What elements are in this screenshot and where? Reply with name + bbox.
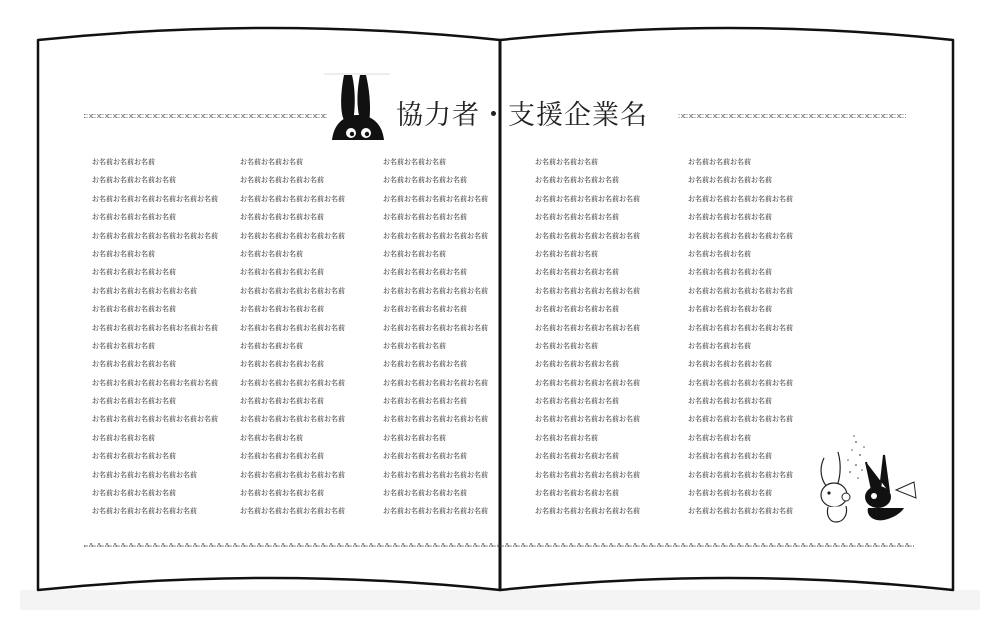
name-entry: お名前お名前お名前お名前お名前お名前 — [92, 194, 218, 203]
name-entry: お名前お名前お名前お名前お名前 — [688, 378, 793, 387]
name-entry: お名前お名前お名前 — [688, 249, 751, 258]
name-entry: お名前お名前お名前お名前お名前 — [688, 286, 793, 295]
name-entry: お名前お名前お名前お名前お名前 — [535, 507, 640, 516]
name-entry: お名前お名前お名前 — [535, 158, 598, 166]
name-entry: お名前お名前お名前お名前 — [688, 213, 772, 222]
name-entry: お名前お名前お名前お名前 — [92, 452, 176, 461]
name-entry: お名前お名前お名前 — [535, 249, 598, 258]
name-entry: お名前お名前お名前お名前お名前 — [383, 323, 488, 332]
name-entry: お名前お名前お名前お名前 — [383, 213, 467, 222]
name-column-1 — [92, 153, 242, 521]
name-entry: お名前お名前お名前お名前お名前 — [535, 231, 640, 240]
name-entry: お名前お名前お名前お名前お名前 — [240, 415, 345, 424]
name-entry: お名前お名前お名前お名前 — [535, 305, 619, 314]
name-entry: お名前お名前お名前 — [383, 341, 446, 350]
name-entry: お名前お名前お名前お名前お名前お名前 — [92, 378, 218, 387]
name-entry: お名前お名前お名前お名前 — [535, 176, 619, 185]
name-entry: お名前お名前お名前 — [383, 158, 446, 166]
name-entry: お名前お名前お名前お名前 — [535, 452, 619, 461]
name-entry: お名前お名前お名前お名前お名前お名前 — [92, 415, 218, 424]
name-entry: お名前お名前お名前お名前お名前お名前 — [92, 323, 218, 332]
name-entry: お名前お名前お名前お名前 — [92, 360, 176, 369]
name-entry: お名前お名前お名前お名前お名前 — [688, 415, 793, 424]
name-entry: お名前お名前お名前お名前お名前 — [240, 323, 345, 332]
name-entry: お名前お名前お名前お名前お名前 — [535, 194, 640, 203]
name-entry: お名前お名前お名前お名前 — [240, 452, 324, 461]
name-entry: お名前お名前お名前お名前 — [240, 305, 324, 314]
name-entry: お名前お名前お名前お名前 — [92, 213, 176, 222]
page-title: 協力者・支援企業名 — [396, 100, 648, 131]
name-entry: お名前お名前お名前お名前 — [383, 452, 467, 461]
name-entry: お名前お名前お名前お名前 — [383, 360, 467, 369]
name-entry: お名前お名前お名前 — [240, 158, 303, 166]
name-entry: お名前お名前お名前お名前お名前 — [535, 415, 640, 424]
name-entry: お名前お名前お名前 — [688, 158, 751, 166]
top-left-rule — [84, 114, 327, 118]
name-entry: お名前お名前お名前お名前お名前 — [240, 470, 345, 479]
name-entry: お名前お名前お名前お名前お名前 — [92, 286, 197, 295]
name-entry: お名前お名前お名前お名前お名前 — [383, 194, 488, 203]
name-entry: お名前お名前お名前お名前お名前 — [688, 507, 793, 516]
name-entry: お名前お名前お名前 — [688, 433, 751, 442]
name-entry: お名前お名前お名前お名前お名前 — [535, 470, 640, 479]
name-entry: お名前お名前お名前お名前 — [92, 489, 176, 498]
name-entry: お名前お名前お名前お名前 — [383, 176, 467, 185]
name-column-2 — [240, 153, 390, 521]
name-entry: お名前お名前お名前お名前お名前 — [240, 286, 345, 295]
name-entry: お名前お名前お名前お名前 — [688, 305, 772, 314]
name-entry: お名前お名前お名前 — [92, 249, 155, 258]
name-entry: お名前お名前お名前お名前 — [535, 213, 619, 222]
name-entry: お名前お名前お名前お名前 — [535, 360, 619, 369]
name-entry: お名前お名前お名前 — [240, 341, 303, 350]
name-entry: お名前お名前お名前お名前お名前 — [92, 470, 197, 479]
name-entry: お名前お名前お名前お名前お名前 — [383, 415, 488, 424]
name-entry: お名前お名前お名前お名前お名前 — [240, 378, 345, 387]
name-entry: お名前お名前お名前 — [92, 341, 155, 350]
name-entry: お名前お名前お名前お名前お名前お名前 — [92, 231, 218, 240]
name-entry: お名前お名前お名前お名前 — [688, 360, 772, 369]
name-entry: お名前お名前お名前お名前 — [688, 397, 772, 406]
name-entry: お名前お名前お名前お名前 — [383, 305, 467, 314]
name-entry: お名前お名前お名前お名前お名前 — [535, 323, 640, 332]
name-entry: お名前お名前お名前お名前 — [92, 397, 176, 406]
name-entry: お名前お名前お名前お名前お名前 — [383, 507, 488, 516]
name-entry: お名前お名前お名前お名前 — [688, 268, 772, 277]
name-entry: お名前お名前お名前 — [535, 341, 598, 350]
name-entry: お名前お名前お名前お名前お名前 — [240, 194, 345, 203]
bottom-rule — [84, 543, 914, 547]
name-entry: お名前お名前お名前お名前お名前 — [240, 507, 345, 516]
name-entry: お名前お名前お名前お名前 — [92, 268, 176, 277]
name-entry: お名前お名前お名前お名前お名前 — [92, 507, 197, 516]
name-entry: お名前お名前お名前お名前 — [688, 176, 772, 185]
name-entry: お名前お名前お名前 — [92, 433, 155, 442]
name-column-3 — [383, 153, 533, 521]
name-entry: お名前お名前お名前お名前 — [535, 489, 619, 498]
name-entry: お名前お名前お名前お名前お名前 — [535, 378, 640, 387]
name-entry: お名前お名前お名前お名前 — [383, 397, 467, 406]
name-entry: お名前お名前お名前お名前お名前 — [688, 470, 793, 479]
name-entry: お名前お名前お名前 — [92, 158, 155, 166]
name-entry: お名前お名前お名前お名前 — [92, 305, 176, 314]
top-right-rule — [678, 114, 906, 118]
name-entry: お名前お名前お名前お名前 — [383, 268, 467, 277]
name-entry: お名前お名前お名前お名前お名前 — [535, 286, 640, 295]
name-entry: お名前お名前お名前お名前 — [688, 489, 772, 498]
name-entry: お名前お名前お名前お名前お名前 — [688, 231, 793, 240]
name-entry: お名前お名前お名前お名前 — [535, 268, 619, 277]
name-entry: お名前お名前お名前 — [240, 249, 303, 258]
name-entry: お名前お名前お名前お名前 — [240, 360, 324, 369]
name-entry: お名前お名前お名前お名前 — [535, 397, 619, 406]
name-entry: お名前お名前お名前お名前お名前 — [383, 286, 488, 295]
name-column-4 — [535, 153, 685, 521]
name-entry: お名前お名前お名前お名前 — [240, 176, 324, 185]
name-entry: お名前お名前お名前 — [383, 249, 446, 258]
name-entry: お名前お名前お名前お名前お名前 — [383, 231, 488, 240]
name-entry: お名前お名前お名前お名前お名前 — [383, 378, 488, 387]
name-entry: お名前お名前お名前お名前 — [240, 397, 324, 406]
name-entry: お名前お名前お名前 — [383, 433, 446, 442]
name-entry: お名前お名前お名前お名前 — [240, 213, 324, 222]
name-entry: お名前お名前お名前 — [535, 433, 598, 442]
name-entry: お名前お名前お名前お名前 — [688, 452, 772, 461]
name-entry: お名前お名前お名前お名前お名前 — [688, 323, 793, 332]
name-column-5 — [688, 153, 838, 521]
name-entry: お名前お名前お名前お名前 — [383, 489, 467, 498]
name-entry: お名前お名前お名前 — [688, 341, 751, 350]
name-entry: お名前お名前お名前お名前お名前 — [240, 231, 345, 240]
name-entry: お名前お名前お名前 — [240, 433, 303, 442]
name-entry: お名前お名前お名前お名前 — [240, 489, 324, 498]
name-entry: お名前お名前お名前お名前 — [240, 268, 324, 277]
name-entry: お名前お名前お名前お名前お名前 — [688, 194, 793, 203]
name-entry: お名前お名前お名前お名前 — [92, 176, 176, 185]
name-entry: お名前お名前お名前お名前お名前 — [383, 470, 488, 479]
